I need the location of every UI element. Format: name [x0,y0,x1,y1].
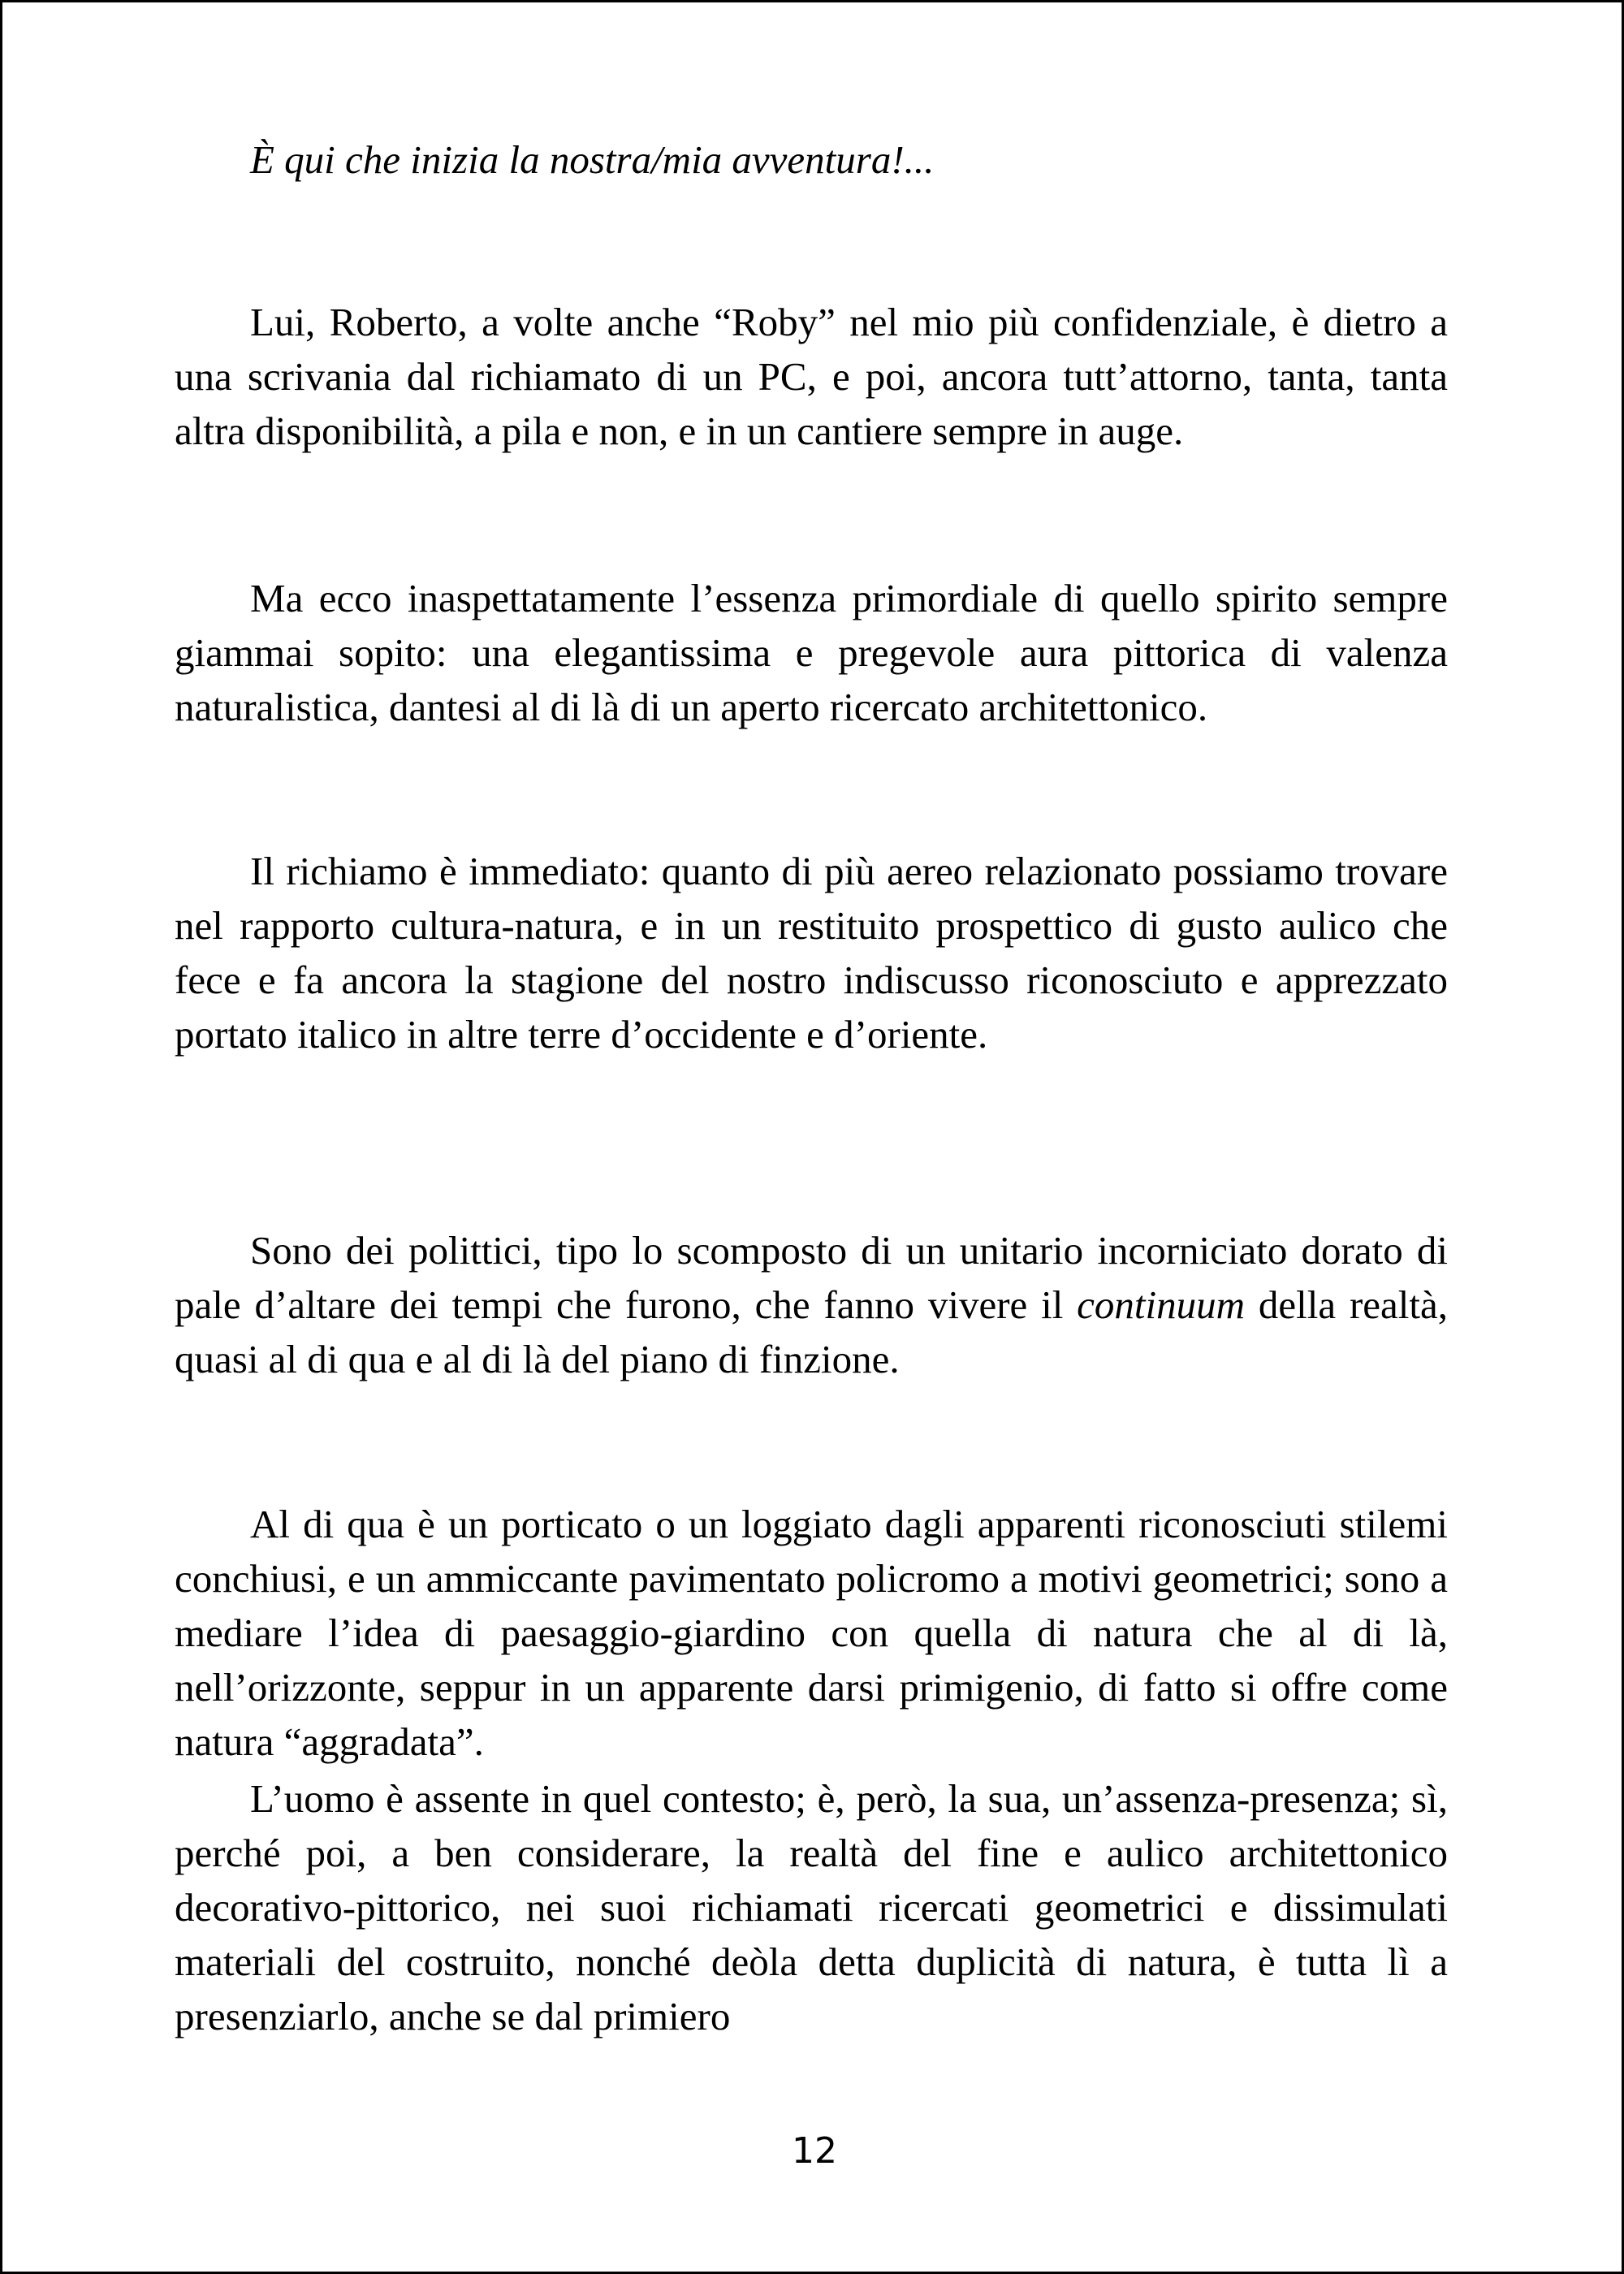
paragraph [175,1223,1448,1386]
paragraph: L’uomo è assente in quel contesto; è, però, la sua, un’assenza-presenza; sì, perché poi, a ben considerare, la realtà del fine e aulico architettonico decorativo-pittorico, nei suoi richiamati ricercati geometrici e dissimulati materiali del costruito, nonché deòla detta duplicità di natura, è tutta lì a presenziarlo, anche se dal primiero [175,1776,1448,2038]
paragraph: Il richiamo è immediato: quanto di più aereo relazionato possiamo trovare nel rapporto cultura-natura, e in un restituito prospettico di gusto aulico che fece e fa ancora la stagione del nostro indiscusso riconosciuto e apprezzato portato italico in altre terre d’occidente e d’oriente. [175,849,1448,1057]
paragraph: Lui, Roberto, a volte anche “Roby” nel mio più confidenziale, è dietro a una scrivania dal richiamato di un PC, e poi, ancora tutt’attorno, tanta, tanta altra disponibilità, a pila e non, e in un cantiere sempre in auge. [175,300,1448,453]
paragraph: Al di qua è un porticato o un loggiato dagli apparenti riconosciuti stilemi conchiusi, e un ammiccante pavimentato policromo a motivi geometrici; sono a mediare l’idea di paesaggio-giardino con quella di natura che al di là, nell’orizzonte, seppur in un apparente darsi primigenio, di fatto si offre come natura “aggradata”. [175,1502,1448,1764]
paragraph-text: Sono dei polittici, tipo lo scomposto di un unitario incorniciato dorato di pale d’altare dei tempi che furono, che fanno vivere il [175,1228,1448,1327]
emphasized-term: continuum [1077,1282,1246,1327]
paragraph: Ma ecco inaspettatamente l’essenza primordiale di quello spirito sempre giammai sopito: una elegantissima e pregevole aura pittorica di valenza naturalistica, dantesi al di là di un aperto ricercato architettonico. [175,576,1448,729]
opening-line: È qui che inizia la nostra/mia avventura!... [250,137,935,182]
paragraph-text: della realtà, quasi al di qua e al di là del piano di finzione. [175,1282,1448,1381]
page-number: 12 [792,2130,837,2172]
